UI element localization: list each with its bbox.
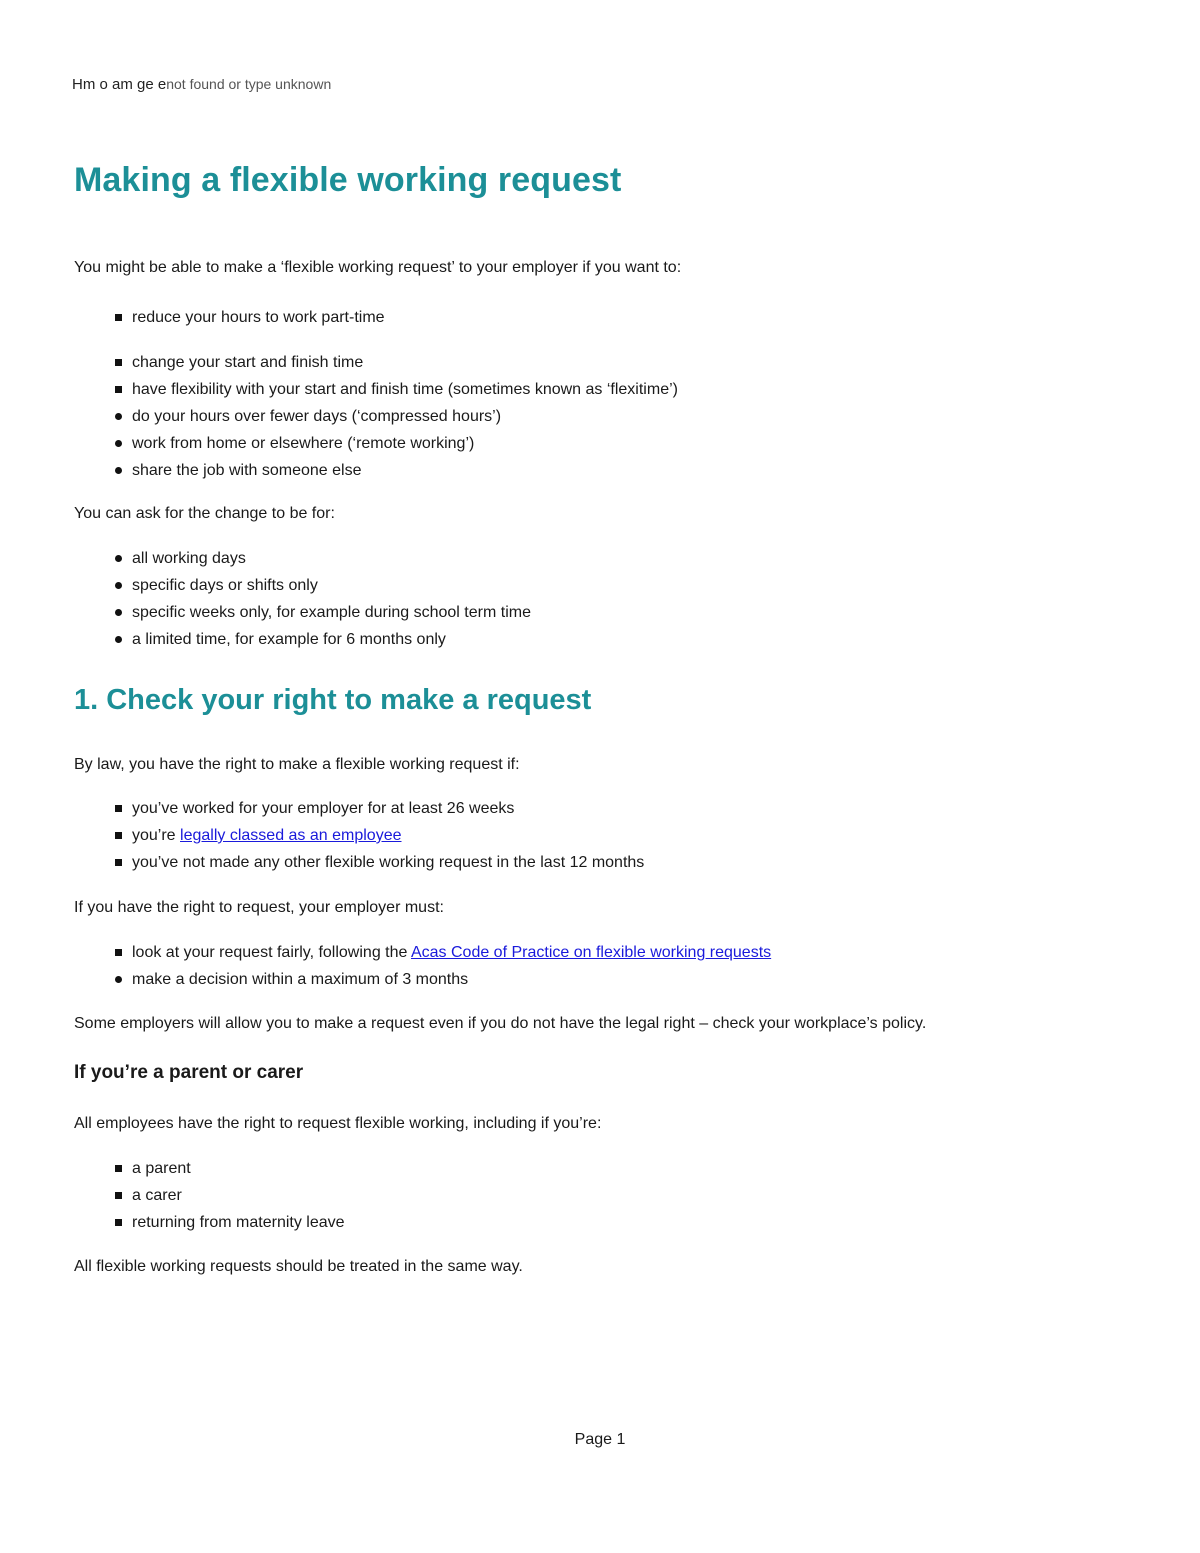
square-bullet-icon [115,1219,122,1226]
law-intro-paragraph: By law, you have the right to make a flexible working request if: [74,756,520,773]
square-bullet-icon [115,805,122,812]
employer-intro-paragraph: If you have the right to request, your employer must: [74,899,444,916]
list-item: you’ve not made any other flexible working request in the last 12 months [114,853,644,880]
section-title-check-right: 1. Check your right to make a request [74,684,592,716]
square-bullet-icon [115,1192,122,1199]
parent-intro-paragraph: All employees have the right to request flexible working, including if you’re: [74,1115,602,1132]
list-item: a carer [114,1186,345,1213]
list-item: look at your request fairly, following the Acas Code of Practice on flexible working requests [114,943,771,970]
round-bullet-icon [115,976,122,983]
square-bullet-icon [115,359,122,366]
list-item: you’ve worked for your employer for at least 26 weeks [114,799,644,826]
list-item: reduce your hours to work part-time [114,308,678,353]
page-title: Making a flexible working request [74,161,622,199]
image-note-text: not found or type unknown [166,76,332,92]
closing-paragraph: All flexible working requests should be treated in the same way. [74,1258,523,1275]
page-number: Page 1 [574,1431,626,1448]
round-bullet-icon [115,609,122,616]
parent-list [114,1159,345,1240]
want-list [114,308,678,488]
round-bullet-icon [115,440,122,447]
workplace-policy-note: Some employers will allow you to make a request even if you do not have the legal right – check your workplace’s policy. [74,1015,927,1032]
square-bullet-icon [115,859,122,866]
list-item: all working days [114,549,531,576]
square-bullet-icon [115,832,122,839]
missing-image-placeholder [72,76,331,93]
round-bullet-icon [115,413,122,420]
square-bullet-icon [115,1165,122,1172]
subsection-title-parent-carer: If you’re a parent or carer [74,1062,304,1083]
list-item: you’re legally classed as an employee [114,826,644,853]
list-item: a limited time, for example for 6 months only [114,630,531,657]
round-bullet-icon [115,467,122,474]
ask-list [114,549,531,657]
intro-paragraph: You might be able to make a ‘flexible working request’ to your employer if you want to: [74,259,682,276]
law-list [114,799,644,880]
list-item: a parent [114,1159,345,1186]
employee-status-link[interactable]: legally classed as an employee [180,827,402,844]
square-bullet-icon [115,949,122,956]
list-item: specific days or shifts only [114,576,531,603]
acas-code-link[interactable]: Acas Code of Practice on flexible working requests [410,944,772,961]
employer-list [114,943,771,997]
round-bullet-icon [115,582,122,589]
ask-intro-paragraph: You can ask for the change to be for: [74,505,335,522]
list-item: work from home or elsewhere (‘remote working’) [114,434,678,461]
list-item: have flexibility with your start and finish time (sometimes known as ‘flexitime’) [114,380,678,407]
round-bullet-icon [115,636,122,643]
list-item: specific weeks only, for example during school term time [114,603,531,630]
list-item: returning from maternity leave [114,1213,345,1240]
round-bullet-icon [115,555,122,562]
list-item: make a decision within a maximum of 3 months [114,970,771,997]
list-item: share the job with someone else [114,461,678,488]
square-bullet-icon [115,386,122,393]
image-marker-text: Hm o am ge e [72,76,167,93]
square-bullet-icon [115,314,122,321]
list-item: do your hours over fewer days (‘compressed hours’) [114,407,678,434]
list-item: change your start and finish time [114,353,678,380]
